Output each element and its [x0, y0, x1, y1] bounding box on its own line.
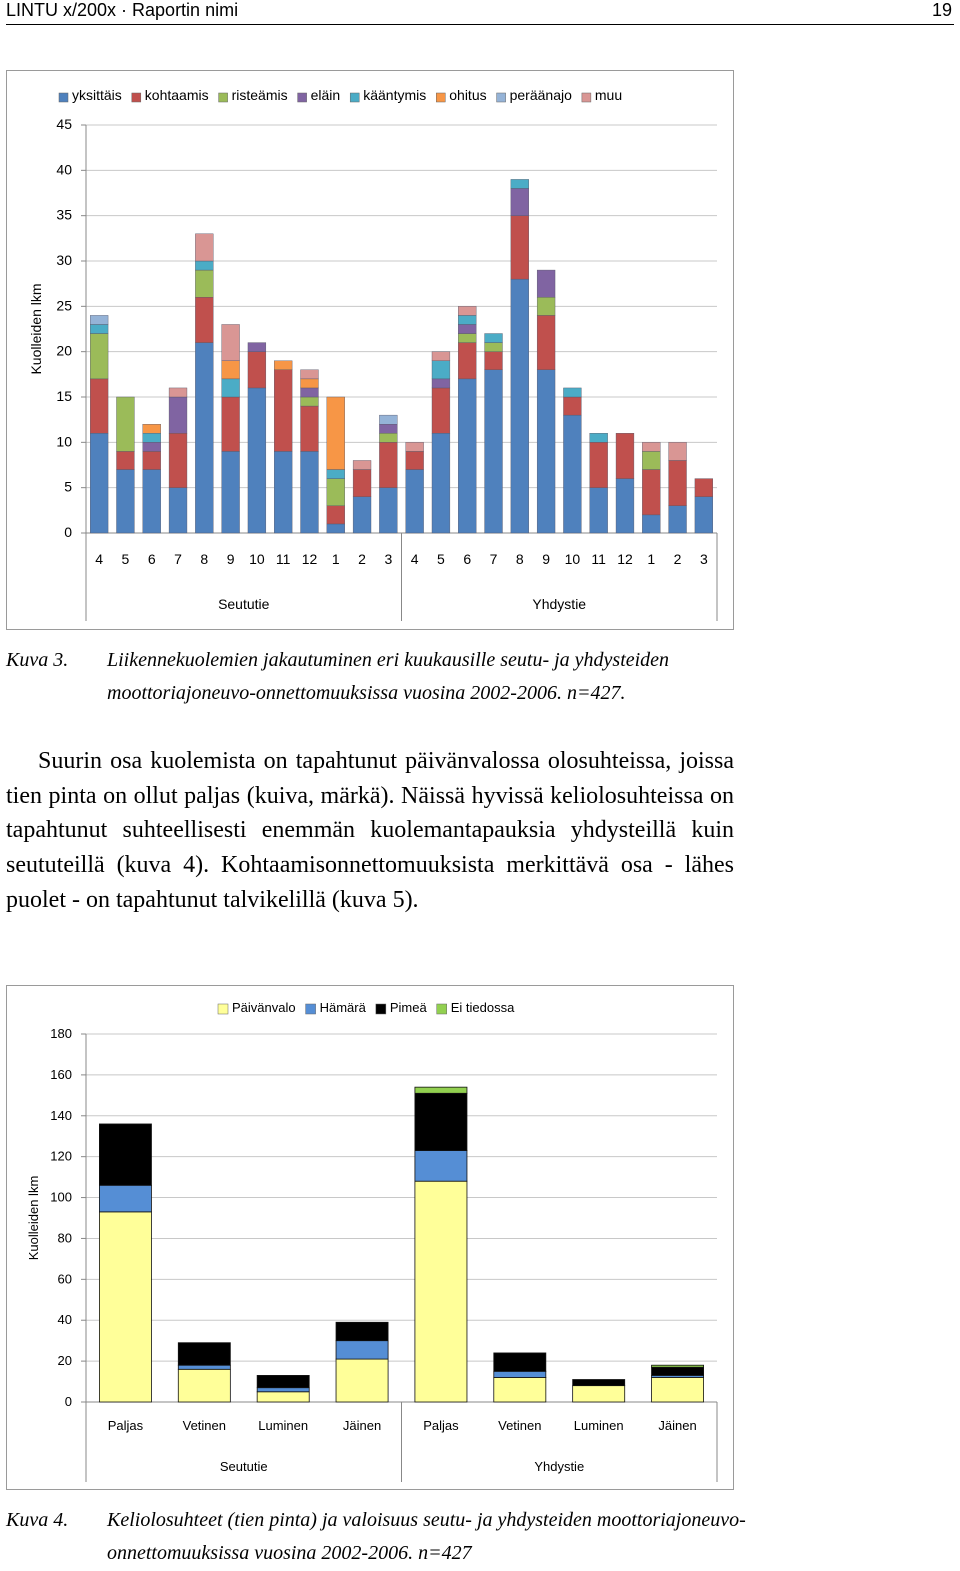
bar-segment: [90, 433, 108, 533]
bar-segment: [695, 479, 713, 497]
x-group-label: Yhdystie: [532, 596, 587, 612]
bar-segment: [379, 424, 397, 433]
monthly-fatalities-chart: [7, 71, 733, 629]
bar-segment: [511, 188, 529, 215]
legend-label: eläin: [310, 87, 341, 103]
legend-swatch: [437, 1004, 447, 1014]
legend-swatch: [497, 93, 506, 102]
bar-segment: [669, 442, 687, 460]
bar-segment: [301, 370, 319, 379]
bar-segment: [494, 1353, 546, 1371]
x-group-label: Seututie: [218, 596, 270, 612]
legend-swatch: [582, 93, 591, 102]
x-tick-label: 11: [591, 551, 606, 567]
page-header: [6, 0, 954, 25]
y-tick-label: 80: [57, 1230, 72, 1246]
bar-segment: [511, 216, 529, 279]
bar-segment: [274, 361, 292, 370]
x-tick-label: 6: [147, 551, 156, 567]
bar-segment: [301, 406, 319, 451]
bar-segment: [169, 488, 187, 533]
bar-segment: [652, 1377, 704, 1402]
figure4-caption-label: Kuva 4.: [6, 1509, 69, 1531]
x-group-label: Seututie: [219, 1459, 268, 1474]
body-paragraph: Suurin osa kuolemista on tapahtunut päivänvalossa olosuhteissa, joissa tien pinta on ollut paljas (kuiva, märkä). Näissä hyvissä keliolosuhteissa on tapahtunut suhteellisesti enemmän kuolemantapauksia yhdysteillä kuin seututeillä (kuva 4). Kohtaamisonnettomuuksista merkittävä osa - lähes puolet - on tapahtunut talvikelillä (kuva 5).: [6, 748, 734, 913]
x-tick-label: Paljas: [423, 1418, 459, 1433]
legend-label: Päivänvalo: [232, 1000, 296, 1015]
y-tick-label: 140: [50, 1107, 72, 1123]
bar-segment: [143, 470, 161, 533]
x-group-label: Yhdystie: [534, 1459, 585, 1474]
figure4-caption: [6, 1504, 756, 1570]
figure4-caption-text: Keliolosuhteet (tien pinta) ja valoisuus seutu- ja yhdysteiden moottoriajoneuvo-onnettomuuksissa vuosina 2002-2006. n=427: [107, 1509, 746, 1564]
x-tick-label: 2: [358, 551, 366, 567]
bar-segment: [616, 479, 634, 533]
y-tick-label: 25: [56, 297, 72, 314]
bar-segment: [642, 451, 660, 469]
x-tick-label: Luminen: [573, 1418, 624, 1433]
bar-segment: [652, 1365, 704, 1367]
bar-segment: [406, 451, 424, 469]
bar-segment: [590, 488, 608, 533]
bar-segment: [222, 361, 240, 379]
legend-swatch: [376, 1004, 386, 1014]
bar-segment: [563, 397, 581, 415]
bar-segment: [222, 379, 240, 397]
x-tick-label: 8: [200, 551, 209, 567]
bar-segment: [485, 352, 503, 370]
bar-segment: [432, 433, 450, 533]
bar-segment: [573, 1380, 625, 1386]
x-tick-label: 4: [95, 551, 104, 567]
bar-segment: [432, 361, 450, 379]
x-tick-label: Jäinen: [658, 1418, 697, 1433]
bar-segment: [169, 388, 187, 397]
bar-segment: [327, 470, 345, 479]
bar-segment: [248, 343, 266, 352]
x-tick-label: 9: [226, 551, 235, 567]
x-tick-label: 12: [617, 551, 633, 567]
bar-segment: [178, 1369, 230, 1402]
bar-segment: [353, 497, 371, 533]
x-tick-label: Vetinen: [498, 1418, 542, 1433]
bar-segment: [90, 315, 108, 324]
bar-segment: [257, 1392, 309, 1402]
legend-swatch: [436, 93, 445, 102]
x-tick-label: 11: [275, 551, 291, 567]
bar-segment: [195, 234, 213, 261]
bar-segment: [458, 334, 476, 343]
y-tick-label: 100: [50, 1189, 72, 1205]
bar-segment: [327, 524, 345, 533]
bar-segment: [327, 397, 345, 470]
bar-segment: [379, 488, 397, 533]
x-tick-label: 1: [331, 551, 340, 567]
legend-swatch: [132, 93, 141, 102]
x-tick-label: 3: [384, 551, 393, 567]
x-tick-label: 2: [673, 551, 682, 567]
bar-segment: [257, 1388, 309, 1392]
legend-swatch: [306, 1004, 316, 1014]
x-tick-label: 7: [174, 551, 182, 567]
y-tick-label: 160: [50, 1066, 72, 1082]
bar-segment: [537, 270, 555, 297]
bar-segment: [432, 379, 450, 388]
bar-segment: [336, 1322, 388, 1340]
bar-segment: [652, 1367, 704, 1375]
x-tick-label: 9: [542, 551, 551, 567]
bar-segment: [90, 324, 108, 333]
x-tick-label: Paljas: [107, 1418, 144, 1433]
legend-label: muu: [594, 87, 623, 103]
y-tick-label: 15: [56, 388, 72, 404]
bar-segment: [379, 442, 397, 487]
x-tick-label: Luminen: [258, 1418, 309, 1433]
legend-label: Hämärä: [319, 1000, 366, 1015]
bar-segment: [415, 1181, 467, 1402]
bar-segment: [301, 397, 319, 406]
y-tick-label: 0: [64, 524, 72, 540]
bar-segment: [415, 1093, 467, 1150]
bar-segment: [143, 433, 161, 442]
legend-label: ohitus: [449, 87, 487, 103]
bar-segment: [406, 470, 424, 533]
y-tick-label: 120: [50, 1148, 72, 1164]
bar-segment: [336, 1341, 388, 1359]
bar-segment: [458, 315, 476, 324]
bar-segment: [537, 297, 555, 315]
bar-segment: [169, 397, 187, 433]
bar-segment: [669, 460, 687, 505]
bar-segment: [274, 370, 292, 452]
figure3-caption-label: Kuva 3.: [6, 649, 69, 671]
page-number: 19: [931, 0, 952, 20]
y-tick-label: 180: [50, 1026, 72, 1041]
bar-segment: [248, 388, 266, 533]
bar-segment: [616, 433, 634, 478]
bar-segment: [301, 451, 319, 533]
bar-segment: [178, 1365, 230, 1369]
bar-segment: [695, 497, 713, 533]
bar-segment: [99, 1124, 151, 1185]
figure3-caption: [6, 644, 756, 714]
bar-segment: [590, 433, 608, 442]
legend-label: Pimeä: [389, 1000, 427, 1015]
bar-segment: [169, 433, 187, 487]
bar-segment: [537, 315, 555, 369]
x-tick-label: 7: [489, 551, 498, 567]
bar-segment: [301, 379, 319, 388]
legend-label: Ei tiedossa: [450, 1000, 515, 1015]
x-tick-label: 12: [301, 551, 318, 567]
x-tick-label: 5: [121, 551, 130, 567]
bar-segment: [511, 279, 529, 533]
x-tick-label: 5: [437, 551, 445, 567]
bar-segment: [406, 442, 424, 451]
bar-segment: [222, 397, 240, 451]
y-tick-label: 10: [56, 433, 72, 450]
y-tick-label: 40: [56, 161, 72, 178]
chart-frame-fig4: [6, 985, 734, 1490]
bar-segment: [99, 1212, 151, 1402]
bar-segment: [336, 1359, 388, 1402]
bar-segment: [494, 1371, 546, 1377]
bar-segment: [353, 460, 371, 469]
bar-segment: [379, 433, 397, 442]
x-tick-label: 3: [699, 551, 708, 567]
bar-segment: [327, 506, 345, 524]
legend-label: yksittäis: [72, 87, 122, 103]
y-axis-title: Kuolleiden lkm: [26, 1175, 41, 1261]
x-tick-label: 10: [249, 551, 265, 567]
bar-segment: [116, 451, 134, 469]
x-tick-label: 4: [410, 551, 419, 567]
y-tick-label: 60: [57, 1271, 72, 1287]
legend-label: risteämis: [231, 87, 288, 103]
y-tick-label: 20: [57, 1353, 72, 1369]
bar-segment: [415, 1087, 467, 1093]
legend-label: kohtaamis: [144, 87, 209, 103]
bar-segment: [353, 470, 371, 497]
bar-segment: [669, 506, 687, 533]
figure3-caption-text: Liikennekuolemien jakautuminen eri kuukausille seutu- ja yhdysteiden moottoriajoneuvo-onnettomuuksissa vuosina 2002-2006. n=427.: [107, 649, 670, 704]
y-tick-label: 30: [56, 252, 72, 268]
bar-segment: [195, 261, 213, 270]
bar-segment: [274, 451, 292, 533]
bar-segment: [99, 1185, 151, 1212]
legend-swatch: [350, 93, 359, 102]
x-tick-label: 6: [463, 551, 472, 567]
bar-segment: [248, 352, 266, 388]
bar-segment: [195, 270, 213, 297]
bar-segment: [485, 370, 503, 533]
bar-segment: [257, 1375, 309, 1387]
y-tick-label: 0: [64, 1394, 72, 1409]
bar-segment: [642, 470, 660, 515]
bar-segment: [116, 470, 134, 533]
bar-segment: [590, 442, 608, 487]
bar-segment: [432, 352, 450, 361]
bar-segment: [458, 306, 476, 315]
report-title: LINTU x/200x · Raportin nimi: [6, 0, 239, 20]
y-tick-label: 35: [56, 206, 72, 223]
legend-label: kääntymis: [363, 87, 427, 103]
x-tick-label: Jäinen: [342, 1418, 382, 1433]
road-surface-lighting-chart: [7, 986, 733, 1489]
bar-segment: [327, 479, 345, 506]
bar-segment: [143, 451, 161, 469]
bar-segment: [143, 424, 161, 433]
y-tick-label: 20: [56, 342, 72, 359]
bar-segment: [458, 324, 476, 333]
bar-segment: [90, 334, 108, 379]
bar-segment: [485, 343, 503, 352]
y-tick-label: 45: [56, 116, 72, 132]
bar-segment: [143, 442, 161, 451]
bar-segment: [563, 388, 581, 397]
x-tick-label: 8: [515, 551, 524, 567]
bar-segment: [458, 343, 476, 379]
x-tick-label: 10: [564, 551, 581, 567]
x-tick-label: Vetinen: [182, 1418, 226, 1433]
legend-label: peräänajo: [509, 87, 572, 103]
bar-segment: [432, 388, 450, 433]
legend-swatch: [219, 93, 228, 102]
y-axis-title: Kuolleiden lkm: [28, 283, 44, 375]
bar-segment: [485, 334, 503, 343]
x-tick-label: 1: [647, 551, 656, 567]
bar-segment: [494, 1377, 546, 1402]
bar-segment: [90, 379, 108, 433]
legend-swatch: [218, 1004, 228, 1014]
bar-segment: [563, 415, 581, 533]
bar-segment: [222, 324, 240, 360]
bar-segment: [415, 1151, 467, 1182]
bar-segment: [642, 515, 660, 533]
bar-segment: [195, 343, 213, 533]
legend-swatch: [59, 93, 68, 102]
legend-swatch: [298, 93, 307, 102]
y-tick-label: 40: [57, 1312, 72, 1328]
bar-segment: [195, 297, 213, 342]
bar-segment: [573, 1386, 625, 1402]
bar-segment: [116, 397, 134, 451]
bar-segment: [301, 388, 319, 397]
bar-segment: [458, 379, 476, 533]
bar-segment: [222, 451, 240, 533]
chart-frame-fig3: [6, 70, 734, 630]
bar-segment: [511, 179, 529, 188]
bar-segment: [537, 370, 555, 533]
y-tick-label: 5: [64, 478, 72, 495]
bar-segment: [178, 1343, 230, 1365]
bar-segment: [379, 415, 397, 424]
bar-segment: [642, 442, 660, 451]
